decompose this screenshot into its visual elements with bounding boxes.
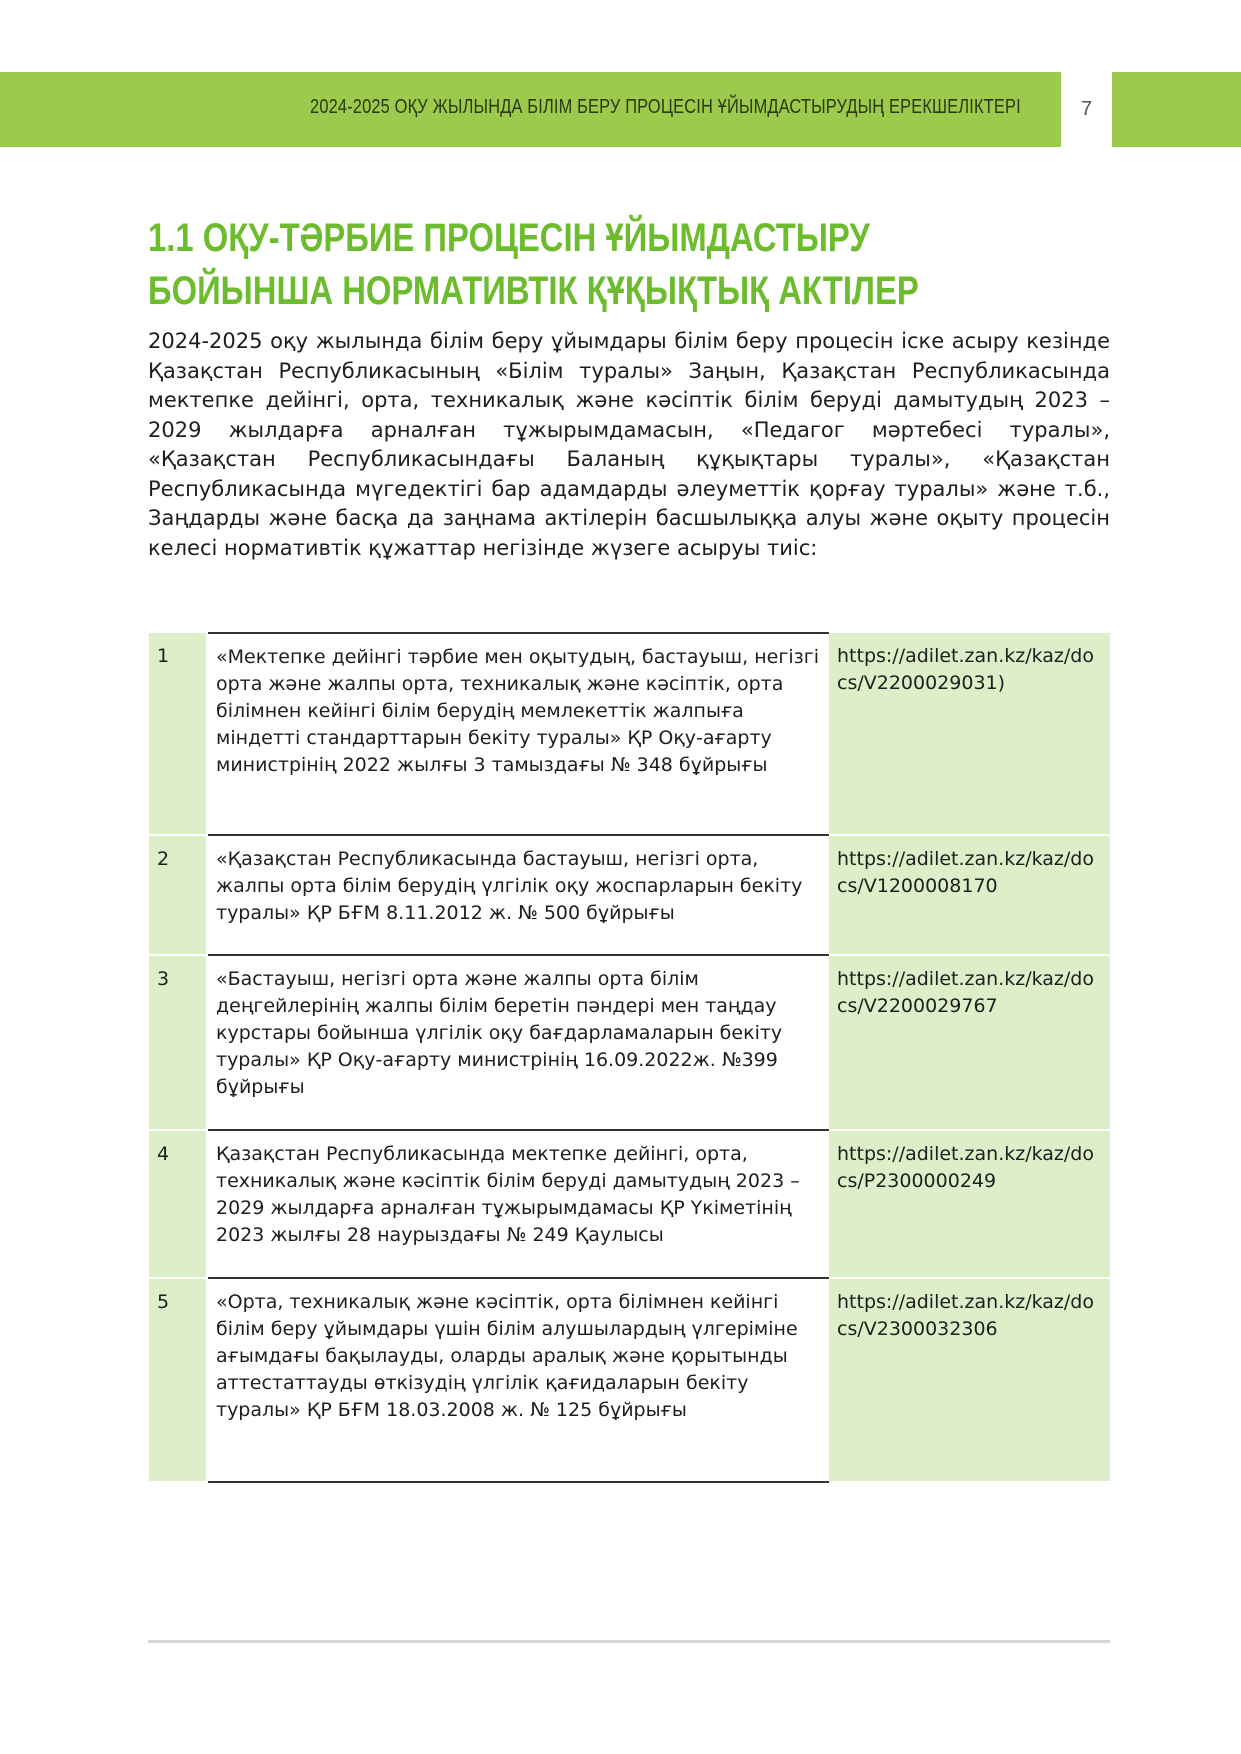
- act-link[interactable]: https://adilet.zan.kz/kaz/docs/V2300032306: [828, 1278, 1110, 1482]
- page-number: 7: [1080, 98, 1093, 120]
- table-row: [149, 955, 1110, 1130]
- act-link[interactable]: https://adilet.zan.kz/kaz/docs/V2200029031): [828, 633, 1110, 835]
- act-link[interactable]: https://adilet.zan.kz/kaz/docs/P2300000249: [828, 1130, 1110, 1278]
- act-title: Қазақстан Республикасында мектепке дейінгі, орта, техникалық және кәсіптік білім беруді дамытудың 2023 – 2029 жылдарға арналған тұжырымдамасы ҚР Үкіметінің 2023 жылғы 28 наурыздағы № 249 Қаулысы: [207, 1130, 828, 1278]
- act-title: «Қазақстан Республикасында бастауыш, негізгі орта, жалпы орта білім берудің үлгілік оқу жоспарларын бекіту туралы» ҚР БҒМ 8.11.2012 ж. № 500 бұйрығы: [207, 835, 828, 955]
- row-number: 2: [149, 835, 207, 955]
- footer-divider: [148, 1640, 1110, 1643]
- row-number: 5: [149, 1278, 207, 1482]
- section-heading: 1.1 ОҚУ-ТӘРБИЕ ПРОЦЕСІН ҰЙЫМДАСТЫРУ БОЙЫНША НОРМАТИВТІК ҚҰҚЫҚТЫҚ АКТІЛЕР: [148, 216, 919, 313]
- act-link[interactable]: https://adilet.zan.kz/kaz/docs/V1200008170: [828, 835, 1110, 955]
- table-row: [149, 633, 1110, 835]
- act-link[interactable]: https://adilet.zan.kz/kaz/docs/V2200029767: [828, 955, 1110, 1130]
- table-row: [149, 835, 1110, 955]
- table-row: [149, 1278, 1110, 1482]
- table-row: [149, 1130, 1110, 1278]
- running-header-title: 2024-2025 ОҚУ ЖЫЛЫНДА БІЛІМ БЕРУ ПРОЦЕСІН ҰЙЫМДАСТЫРУДЫҢ ЕРЕКШЕЛІКТЕРІ: [310, 96, 1021, 118]
- header-bar: [0, 72, 1061, 147]
- act-title: «Бастауыш, негізгі орта және жалпы орта білім деңгейлерінің жалпы білім беретін пәндері мен таңдау курстары бойынша үлгілік оқу бағдарламаларын бекіту туралы» ҚР Оқу-ағарту министрінің 16.09.2022ж. №399 бұйрығы: [207, 955, 828, 1130]
- row-number: 4: [149, 1130, 207, 1278]
- row-number: 3: [149, 955, 207, 1130]
- row-number: 1: [149, 633, 207, 835]
- intro-paragraph: 2024-2025 оқу жылында білім беру ұйымдары білім беру процесін іске асыру кезінде Қазақстан Республикасының «Білім туралы» Заңын, Қазақстан Республикасында мектепке дейінгі, орта, техникалық және кәсіптік білім беруді дамытудың 2023 – 2029 жылдарға арналған тұжырымдамасын, «Педагог мәртебесі туралы», «Қазақстан Республикасындағы Баланың құқықтары туралы», «Қазақстан Республикасында мүгедектігі бар адамдарды әлеуметтік қорғау туралы» және т.б., Заңдарды және басқа да заңнама актілерін басшылыққа алуы және оқыту процесін келесі нормативтік құжаттар негізінде жүзеге асыруы тиіс:: [148, 329, 1110, 560]
- header-bar-right: [1112, 72, 1241, 147]
- act-title: «Мектепке дейінгі тәрбие мен оқытудың, бастауыш, негізгі орта және жалпы орта, техникалық және кәсіптік, орта білімнен кейінгі білім берудің мемлекеттік жалпыға міндетті стандарттарын бекіту туралы» ҚР Оқу-ағарту министрінің 2022 жылғы 3 тамыздағы № 348 бұйрығы: [207, 633, 828, 835]
- act-title: «Орта, техникалық және кәсіптік, орта білімнен кейінгі білім беру ұйымдары үшін білім алушылардың үлгеріміне ағымдағы бақылауды, оларды аралық және қорытынды аттестаттауды өткізудің үлгілік қағидаларын бекіту туралы» ҚР БҒМ 18.03.2008 ж. № 125 бұйрығы: [207, 1278, 828, 1482]
- normative-acts-table: [149, 632, 1110, 1483]
